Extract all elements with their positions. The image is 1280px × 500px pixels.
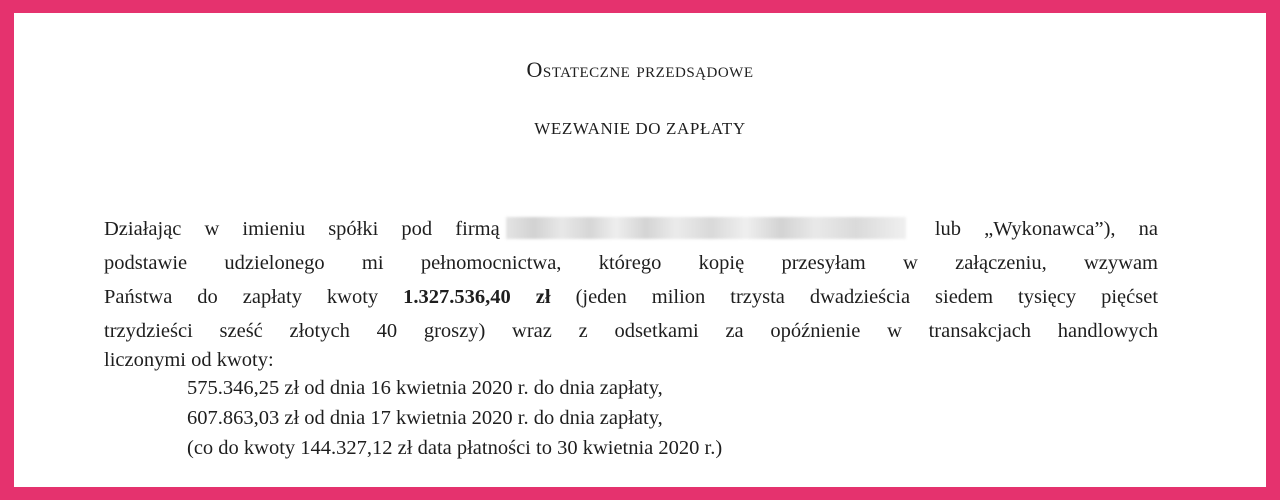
- line-1-text-end: lub „Wykonawca”), na: [934, 218, 1158, 240]
- paragraph-line-5: liczonymi od kwoty:: [104, 349, 274, 371]
- paragraph-line-1: [104, 216, 1158, 242]
- document-subtitle: WEZWANIE DO ZAPŁATY: [534, 119, 746, 138]
- total-amount: 1.327.536,40 zł: [403, 286, 551, 308]
- payment-note: (co do kwoty 144.327,12 zł data płatności to 30 kwietnia 2020 r.): [187, 437, 723, 459]
- line-1-text-start: Działając w imieniu spółki pod firmą: [104, 218, 500, 240]
- paragraph-line-2: podstawie udzielonego mi pełnomocnictwa, którego kopię przesyłam w załączeniu, wzywam: [104, 252, 1158, 274]
- document-page: [14, 13, 1266, 487]
- document-title: Ostateczne przedsądowe: [526, 57, 754, 82]
- line-3-text-end: (jeden milion trzysta dwadzieścia siedem tysięcy pięćset: [575, 286, 1159, 308]
- paragraph-line-3: [104, 284, 1158, 310]
- interest-item-2: 607.863,03 zł od dnia 17 kwietnia 2020 r. do dnia zapłaty,: [187, 407, 663, 429]
- redacted-company-name: [506, 217, 906, 239]
- interest-item-1: 575.346,25 zł od dnia 16 kwietnia 2020 r. do dnia zapłaty,: [187, 377, 663, 399]
- line-3-text-start: Państwa do zapłaty kwoty: [104, 286, 379, 308]
- paragraph-line-4: trzydzieści sześć złotych 40 groszy) wraz z odsetkami za opóźnienie w transakcjach handlowych: [104, 320, 1158, 342]
